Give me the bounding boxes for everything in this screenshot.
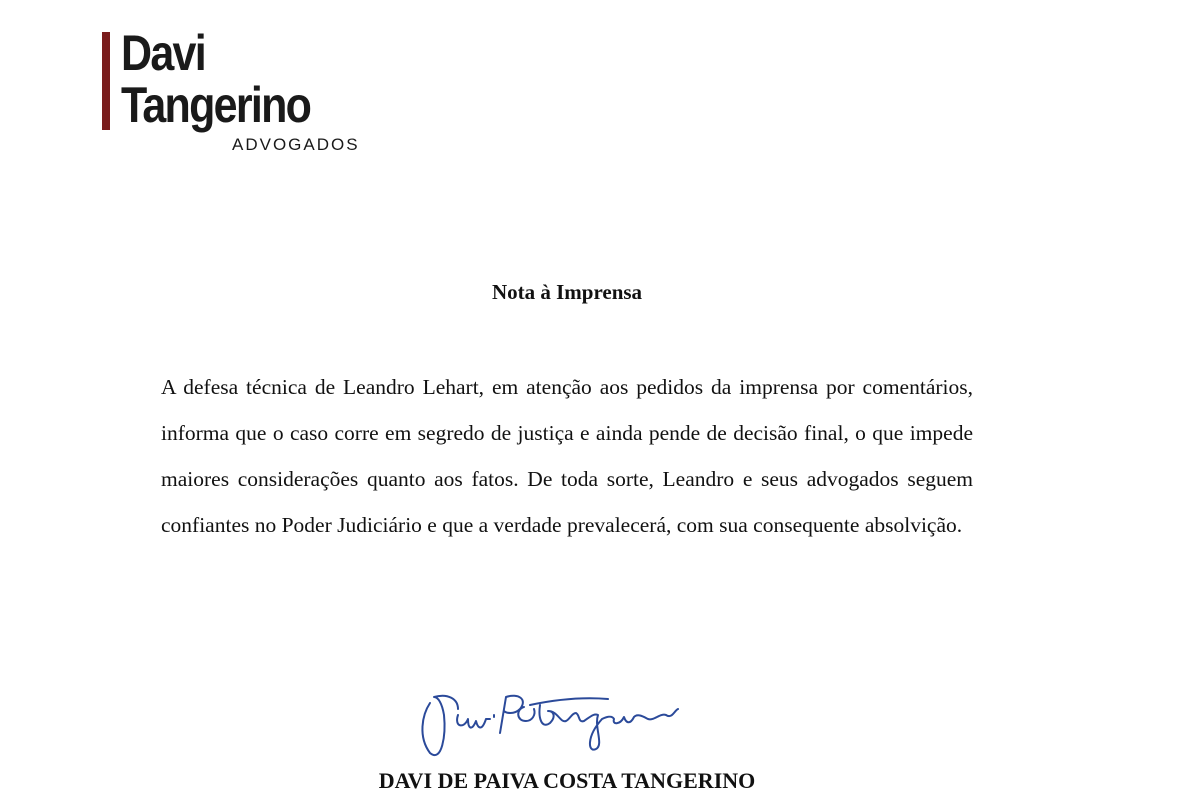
signature-drawing — [408, 675, 728, 765]
logo-name-line2: Tangerino — [121, 77, 311, 133]
logo-accent-bar — [102, 32, 110, 130]
document-title: Nota à Imprensa — [491, 280, 643, 304]
signer-name: DAVI DE PAIVA COSTA TANGERINO — [378, 768, 756, 793]
handwritten-signature — [408, 675, 728, 765]
logo-subtitle: ADVOGADOS — [232, 135, 360, 154]
logo-name-line1: Davi — [121, 25, 205, 81]
document-body: A defesa técnica de Leandro Lehart, em atenção aos pedidos da imprensa por comentários, informa que o caso corre em segredo de justiça e ainda pende de decisão final, o que impede maiores considerações quanto aos fatos. De toda sorte, Leandro e seus advogados seguem confiantes no Poder Judiciário e que a verdade prevalecerá, com sua consequente absolvição. — [161, 375, 973, 537]
firm-logo — [102, 25, 362, 160]
